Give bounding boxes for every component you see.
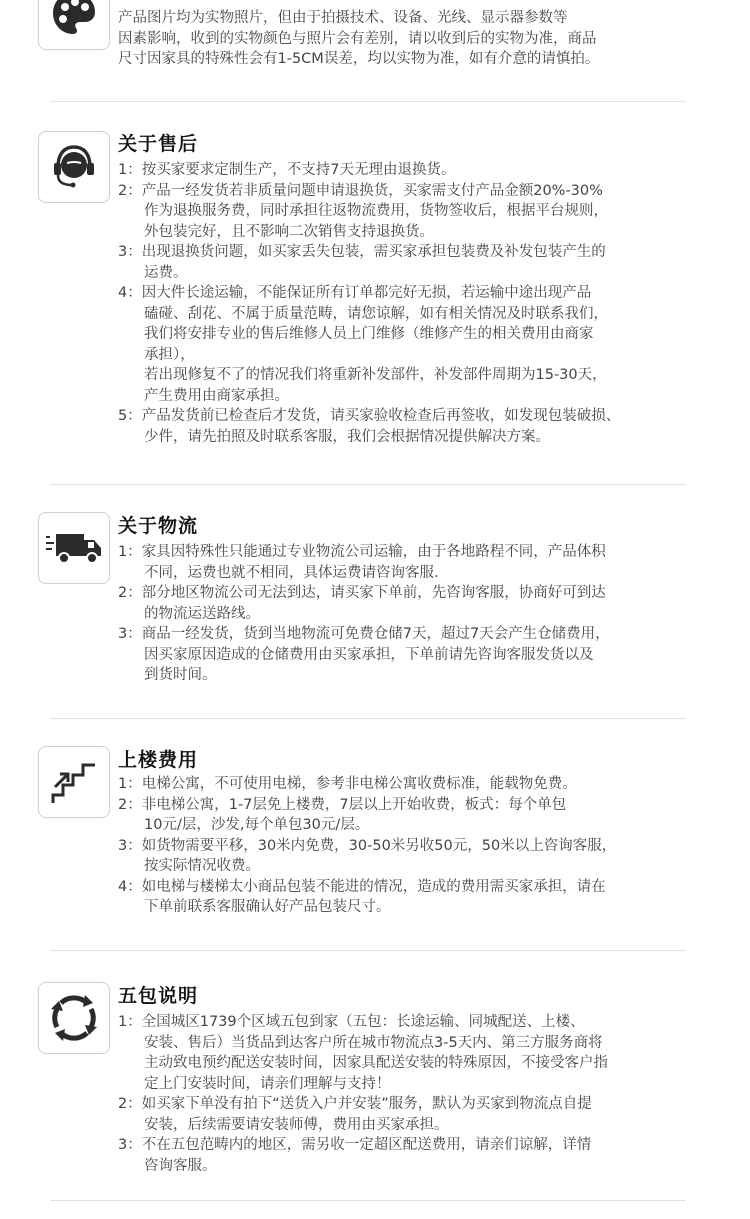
stairs-icon	[47, 755, 101, 809]
list-item: 3：商品一经发货，货到当地物流可免费仓储7天，超过7天会产生仓储费用， 因买家原因造成的仓储费用由买家承担，下单前请先咨询客服发货以及 到货时间。	[118, 626, 610, 683]
after-sales-list	[118, 160, 718, 447]
palette-icon	[49, 0, 99, 39]
list-item: 2：非电梯公寓，1-7层免上楼费，7层以上开始收费，板式：每个单包 10元/层，沙发,每个单包30元/层。	[118, 796, 567, 833]
list-item: 5：产品发货前已检查后才发货，请买家验收检查后再签收，如发现包装破损、 少件，请先拍照及时联系客服，我们会根据情况提供解决方案。	[118, 408, 621, 445]
list-item: 3：如货物需要平移，30米内免费，30-50米另收50元，50米以上咨询客服， 按实际情况收费。	[118, 837, 617, 874]
list-item: 2：部分地区物流公司无法到达，请买家下单前，先咨询客服，协商好可到达 的物流运送路线。	[118, 585, 606, 622]
five-pack-list	[118, 1012, 718, 1176]
stairs-title: 上楼费用	[118, 749, 199, 771]
five-pack-icon-box	[38, 982, 110, 1054]
list-item: 3：不在五包范畴内的地区，需另收一定超区配送费用，请亲们谅解，详情 咨询客服。	[118, 1137, 592, 1174]
divider	[50, 101, 686, 102]
disclaimer-text: 产品图片均为实物照片，但由于拍摄技术、设备、光线、显示器参数等 因素影响，收到的实物颜色与照片会有差别，请以收到后的实物为准，商品 尺寸因家具的特殊性会有1-5CM误差，均以实物为准，如有介意的请慎拍。	[118, 10, 600, 67]
list-item: 1：按买家要求定制生产，不支持7天无理由退换货。	[118, 162, 456, 178]
disclaimer-icon-box	[38, 0, 110, 50]
cycle-arrows-icon	[47, 991, 101, 1045]
logistics-title: 关于物流	[118, 515, 199, 537]
list-item: 4：如电梯与楼梯太小商品包装不能进的情况，造成的费用需买家承担，请在 下单前联系客服确认好产品包装尺寸。	[118, 878, 606, 915]
divider	[50, 484, 686, 485]
list-item: 2：产品一经发货若非质量问题申请退换货，买家需支付产品金额20%-30% 作为退换服务费，同时承担往返物流费用，货物签收后，根据平台规则， 外包装完好，且不影响二次销售支持退换货。	[118, 182, 608, 240]
list-item: 1：家具因特殊性只能通过专业物流公司运输，由于各地路程不同，产品体积 不同，运费也就不相同，具体运费请咨询客服.	[118, 544, 606, 581]
after-sales-title: 关于售后	[118, 133, 199, 155]
divider	[50, 718, 686, 719]
truck-icon	[44, 528, 104, 568]
divider	[50, 1200, 686, 1201]
list-item: 1：电梯公寓，不可使用电梯，参考非电梯公寓收费标准，能载物免费。	[118, 776, 577, 792]
five-pack-title: 五包说明	[118, 985, 199, 1007]
logistics-icon-box	[38, 512, 110, 584]
list-item: 3：出现退换货问题，如买家丢失包装，需买家承担包装费及补发包装产生的 运费。	[118, 244, 606, 281]
list-item: 2：如买家下单没有拍下“送货入户并安装”服务，默认为买家到物流点自提 安装，后续需要请安装师傅，费用由买家承担。	[118, 1096, 592, 1133]
stairs-list	[118, 774, 718, 918]
list-item: 1：全国城区1739个区域五包到家（五包：长途运输、同城配送、上楼、 安装、售后）当货品到达客户所在城市物流点3-5天内、第三方服务商将 主动致电预约配送安装时间，因家具配送安装的特殊原因，不接受客户指 定上门安装时间，请亲们理解与支持！	[118, 1014, 608, 1092]
headset-icon	[48, 141, 100, 193]
after-sales-icon-box	[38, 131, 110, 203]
list-item: 4：因大件长途运输，不能保证所有订单都完好无损，若运输中途出现产品 磕碰、刮花、不属于质量范畴，请您谅解，如有相关情况及时联系我们， 我们将安排专业的售后维修人员上门维修（维修产生的相关费用由商家 承担）， 若出现修复不了的情况我们将重新补发部件，补发部件周期为15-30天， 产生费用由商家承担。	[118, 285, 608, 404]
divider	[50, 950, 686, 951]
logistics-list	[118, 542, 718, 686]
stairs-icon-box	[38, 746, 110, 818]
